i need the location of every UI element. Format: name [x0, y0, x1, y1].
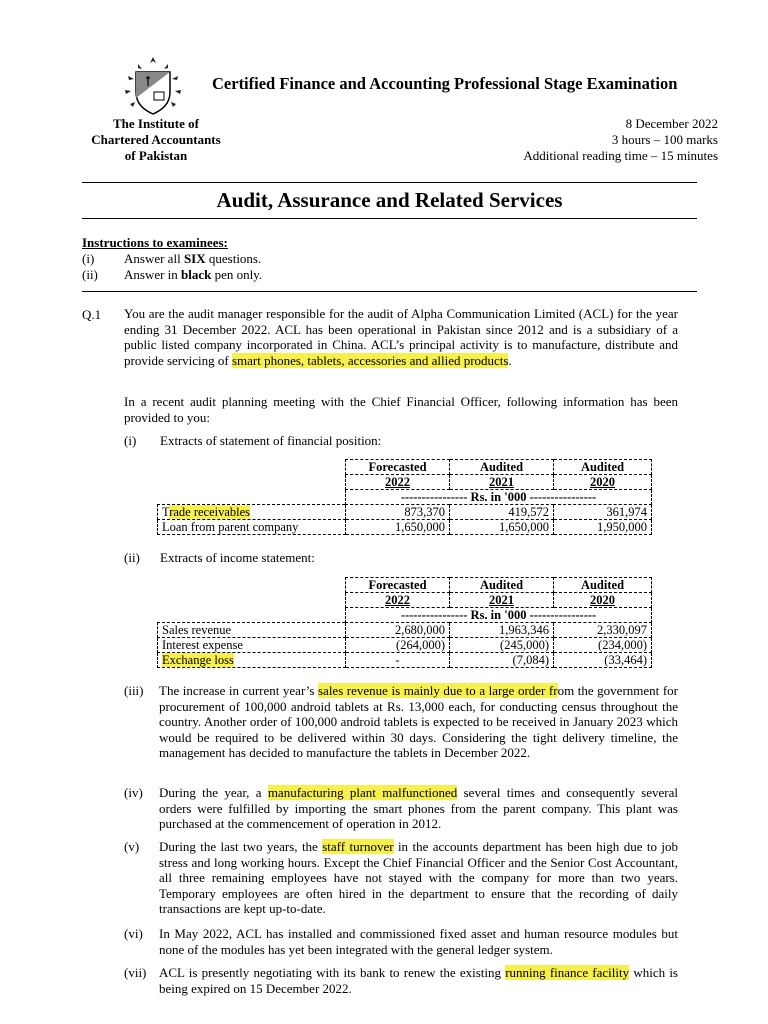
table-corner — [158, 460, 346, 475]
highlight: running finance facility — [505, 965, 630, 980]
column-year: 2020 — [554, 593, 652, 608]
institute-line: The Institute of — [113, 116, 199, 131]
table-row — [158, 638, 652, 653]
instruction-bold: black — [181, 267, 212, 282]
table-unit-row — [158, 490, 652, 505]
sub-item-text: Extracts of statement of financial position: — [160, 433, 382, 448]
table-corner — [158, 608, 346, 623]
list-item — [124, 785, 678, 832]
table-cell: 361,974 — [554, 505, 652, 520]
intro-text: You are the audit manager responsible for the audit of Alpha Communication Limited (ACL) for the year ending 31 December 2022. ACL has been operational in Pakistan since 2012 and is a subsidiary of a public listed company incorporated in China. ACL’s principal activity is to manufacture, distribute and provide servicing of — [124, 306, 678, 368]
table-header-row — [158, 578, 652, 593]
item-text-part: several times and consequently several orders were fulfilled by importing the smart phones from the parent company. This plant was purchased at the commencement of operation in 2012. — [159, 785, 678, 832]
table-corner — [158, 475, 346, 490]
item-text — [159, 839, 678, 917]
institute-name — [70, 116, 242, 164]
table-cell: (7,084) — [450, 653, 554, 668]
instruction-number: (i) — [82, 251, 95, 266]
meeting-paragraph: In a recent audit planning meeting with the Chief Financial Officer, following information has been provided to you: — [124, 394, 678, 425]
column-header: Audited — [554, 460, 652, 475]
unit-label: ---------------- Rs. in '000 ---------------- — [346, 490, 652, 505]
list-item — [124, 839, 678, 917]
row-label: Sales revenue — [158, 623, 346, 638]
column-header: Audited — [450, 460, 554, 475]
item-text-part: The increase in current year’s — [159, 683, 318, 698]
table-row — [158, 505, 652, 520]
table-cell: (264,000) — [346, 638, 450, 653]
table-header-row — [158, 475, 652, 490]
table-cell: 873,370 — [346, 505, 450, 520]
table-cell: 419,572 — [450, 505, 554, 520]
table-row — [158, 653, 652, 668]
highlight: Exchange loss — [162, 653, 234, 667]
column-year: 2022 — [346, 593, 450, 608]
row-label — [158, 653, 346, 668]
list-item — [124, 926, 678, 957]
row-label: Loan from parent company — [158, 520, 346, 535]
item-text-part: In May 2022, ACL has installed and commissioned fixed asset and human resource modules but none of the modules has yet been integrated with the general ledger system. — [159, 926, 678, 957]
instruction-item — [82, 251, 261, 267]
table-cell: 1,650,000 — [450, 520, 554, 535]
item-text — [159, 683, 678, 761]
row-label-text: T — [162, 505, 170, 519]
item-number: (v) — [124, 839, 140, 854]
institute-line: of Pakistan — [124, 148, 188, 163]
highlight: sales revenue is mainly due to a large order fr — [317, 683, 558, 698]
item-number: (iii) — [124, 683, 144, 698]
table-cell: (33,464) — [554, 653, 652, 668]
table-unit-row — [158, 608, 652, 623]
instruction-item — [82, 267, 262, 283]
item-text — [159, 785, 678, 832]
instruction-text: Answer in — [124, 267, 182, 282]
sub-item-text: Extracts of income statement: — [160, 550, 315, 565]
instruction-text: pen only. — [211, 267, 263, 282]
reading-time: Additional reading time – 15 minutes — [523, 148, 718, 163]
highlight: smart phones, tablets, accessories and allied products — [231, 352, 509, 368]
institute-line: Chartered Accountants — [91, 132, 221, 147]
item-text-part: ACL is presently negotiating with its bank to renew the existing — [159, 965, 506, 980]
item-text-part: which is being expired on 15 December 2022. — [159, 965, 678, 996]
column-header: Forecasted — [346, 460, 450, 475]
table-header-row — [158, 593, 652, 608]
financial-position-table — [157, 459, 652, 535]
sub-item — [124, 550, 315, 566]
subject-title: Audit, Assurance and Related Services — [216, 188, 563, 212]
table-cell: 2,680,000 — [346, 623, 450, 638]
table-header-row — [158, 460, 652, 475]
table-corner — [158, 578, 346, 593]
table-cell: (245,000) — [450, 638, 554, 653]
icap-crest-icon — [120, 54, 186, 120]
exam-title: Certified Finance and Accounting Professional Stage Examination — [212, 74, 678, 93]
highlight: manufacturing plant malfunctioned — [267, 785, 458, 800]
unit-label: ---------------- Rs. in '000 ---------------- — [346, 608, 652, 623]
instruction-number: (ii) — [82, 267, 98, 282]
item-number: (vi) — [124, 926, 143, 941]
row-label: Interest expense — [158, 638, 346, 653]
sub-item-number: (i) — [124, 433, 137, 448]
item-text — [159, 965, 678, 996]
table-row — [158, 520, 652, 535]
exam-meta — [523, 116, 718, 164]
table-cell: - — [346, 653, 450, 668]
table-cell: 1,950,000 — [554, 520, 652, 535]
item-number: (vii) — [124, 965, 147, 980]
income-statement-table — [157, 577, 652, 668]
item-text — [159, 926, 678, 957]
list-item — [124, 965, 678, 996]
table-cell: 1,963,346 — [450, 623, 554, 638]
table-cell: 1,650,000 — [346, 520, 450, 535]
column-header: Audited — [450, 578, 554, 593]
column-year: 2021 — [450, 593, 554, 608]
instructions-heading: Instructions to examinees: — [82, 235, 228, 250]
divider — [82, 218, 697, 219]
exam-duration: 3 hours – 100 marks — [611, 132, 718, 147]
column-year: 2021 — [450, 475, 554, 490]
divider — [82, 291, 697, 292]
list-item — [124, 683, 678, 761]
table-corner — [158, 593, 346, 608]
question-number: Q.1 — [82, 307, 102, 322]
highlight: rade receivables — [169, 505, 251, 519]
sub-item-number: (ii) — [124, 550, 140, 565]
item-text-part: During the year, a — [159, 785, 268, 800]
question-intro — [124, 306, 678, 368]
table-row — [158, 623, 652, 638]
column-year: 2022 — [346, 475, 450, 490]
column-header: Forecasted — [346, 578, 450, 593]
instruction-bold: SIX — [183, 251, 206, 266]
item-text-part: om the government for procurement of 100,000 android tablets at Rs. 13,000 each, for conducting census throughout the country. Another order of 100,000 android tablets is expected to be received in January 2023 which would be required to be delivered within 30 days. Considering the tight delivery timeline, the management has decided to manufacture the tablets in December 2022. — [159, 683, 678, 761]
table-cell: (234,000) — [554, 638, 652, 653]
item-text-part: in the accounts department has been high due to job stress and long working hours. Except the Chief Financial Officer and the Senior Cost Accountant, all three remaining employees have not stayed with the company for more than two years. Temporary employees are often hired in the department to ensure that the recording of daily transactions are kept up-to-date. — [159, 839, 678, 917]
table-corner — [158, 490, 346, 505]
item-text-part: During the last two years, the — [159, 839, 323, 854]
column-header: Audited — [554, 578, 652, 593]
highlight: staff turnover — [322, 839, 394, 854]
exam-date: 8 December 2022 — [625, 116, 718, 131]
row-label — [158, 505, 346, 520]
instruction-text: Answer all — [124, 251, 184, 266]
column-year: 2020 — [554, 475, 652, 490]
item-number: (iv) — [124, 785, 143, 800]
instruction-text: questions. — [205, 251, 262, 266]
divider — [82, 182, 697, 183]
intro-text: . — [508, 352, 512, 368]
table-cell: 2,330,097 — [554, 623, 652, 638]
sub-item — [124, 433, 381, 449]
